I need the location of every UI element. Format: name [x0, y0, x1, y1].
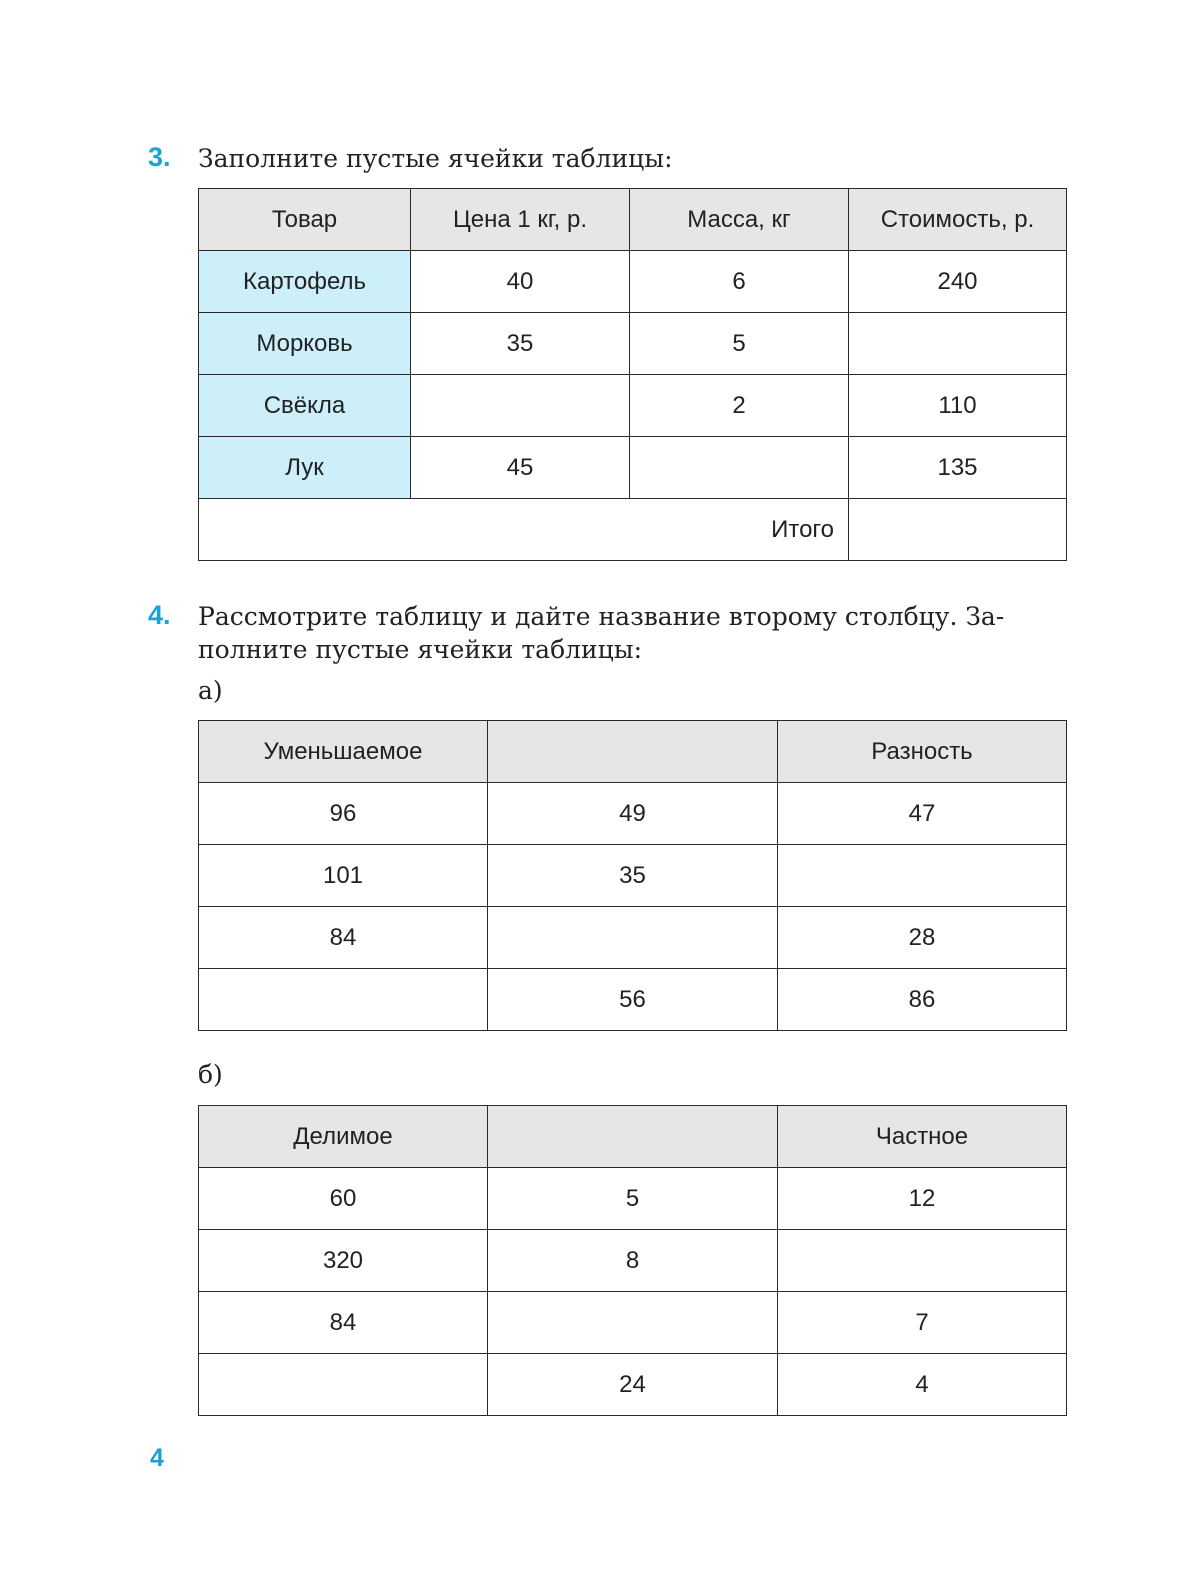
- header-cell-quotient: Частное: [778, 1106, 1067, 1168]
- table-cell: 84: [199, 1292, 488, 1354]
- table-cell: 86: [778, 969, 1067, 1031]
- table-cell: 101: [199, 845, 488, 907]
- header-cell-cost: Стоимость, р.: [849, 189, 1067, 251]
- table-header-row: [199, 721, 1067, 783]
- table-cell: [199, 969, 488, 1031]
- table-row: [199, 313, 1067, 375]
- table-cell: 320: [199, 1230, 488, 1292]
- mass-cell: 2: [630, 375, 849, 437]
- table-row: [199, 1354, 1067, 1416]
- cost-cell: [849, 313, 1067, 375]
- header-cell-dividend: Делимое: [199, 1106, 488, 1168]
- cost-cell: 110: [849, 375, 1067, 437]
- table-row: [199, 969, 1067, 1031]
- table-cell: 28: [778, 907, 1067, 969]
- header-cell-price: Цена 1 кг, р.: [411, 189, 630, 251]
- table-row: [199, 437, 1067, 499]
- table-cell: 5: [488, 1168, 778, 1230]
- header-cell-blank: [488, 1106, 778, 1168]
- task-4b-table: [198, 1105, 1067, 1416]
- task-3-number: 3.: [148, 142, 171, 172]
- table-row: [199, 251, 1067, 313]
- task-3-text: Заполните пустые ячейки таблицы:: [198, 144, 673, 173]
- table-cell: [199, 1354, 488, 1416]
- table-cell: 84: [199, 907, 488, 969]
- total-value-cell: [849, 499, 1067, 561]
- product-cell: Морковь: [199, 313, 411, 375]
- table-row: [199, 375, 1067, 437]
- cost-cell: 135: [849, 437, 1067, 499]
- table-cell: 35: [488, 845, 778, 907]
- price-cell: [411, 375, 630, 437]
- header-cell-product: Товар: [199, 189, 411, 251]
- total-label: Итого: [199, 499, 849, 561]
- task-4-text-line-1: Рассмотрите таблицу и дайте название второму столбцу. За-: [198, 602, 1005, 631]
- mass-cell: 6: [630, 251, 849, 313]
- total-row: [199, 499, 1067, 561]
- mass-cell: 5: [630, 313, 849, 375]
- table-cell: [778, 845, 1067, 907]
- table-cell: 47: [778, 783, 1067, 845]
- part-b-label: б): [198, 1060, 223, 1089]
- table-row: [199, 845, 1067, 907]
- table-cell: 12: [778, 1168, 1067, 1230]
- product-cell: Свёкла: [199, 375, 411, 437]
- table-row: [199, 907, 1067, 969]
- price-cell: 45: [411, 437, 630, 499]
- price-cell: 35: [411, 313, 630, 375]
- table-header-row: [199, 189, 1067, 251]
- header-cell-mass: Масса, кг: [630, 189, 849, 251]
- task-4-number: 4.: [148, 600, 171, 630]
- table-cell: 7: [778, 1292, 1067, 1354]
- page-number: 4: [150, 1444, 164, 1472]
- mass-cell: [630, 437, 849, 499]
- cost-cell: 240: [849, 251, 1067, 313]
- table-row: [199, 1292, 1067, 1354]
- part-a-label: а): [198, 676, 223, 705]
- task-3-table: [198, 188, 1067, 561]
- price-cell: 40: [411, 251, 630, 313]
- table-header-row: [199, 1106, 1067, 1168]
- task-4-text-line-2: полните пустые ячейки таблицы:: [198, 635, 643, 664]
- table-cell: 49: [488, 783, 778, 845]
- header-cell-blank: [488, 721, 778, 783]
- table-row: [199, 1230, 1067, 1292]
- table-cell: [488, 907, 778, 969]
- table-cell: 8: [488, 1230, 778, 1292]
- table-cell: 24: [488, 1354, 778, 1416]
- header-cell-difference: Разность: [778, 721, 1067, 783]
- task-4a-table: [198, 720, 1067, 1031]
- table-cell: 4: [778, 1354, 1067, 1416]
- table-cell: 96: [199, 783, 488, 845]
- table-row: [199, 783, 1067, 845]
- table-row: [199, 1168, 1067, 1230]
- header-cell-minuend: Уменьшаемое: [199, 721, 488, 783]
- product-cell: Картофель: [199, 251, 411, 313]
- table-cell: [778, 1230, 1067, 1292]
- table-cell: [488, 1292, 778, 1354]
- table-cell: 60: [199, 1168, 488, 1230]
- product-cell: Лук: [199, 437, 411, 499]
- table-cell: 56: [488, 969, 778, 1031]
